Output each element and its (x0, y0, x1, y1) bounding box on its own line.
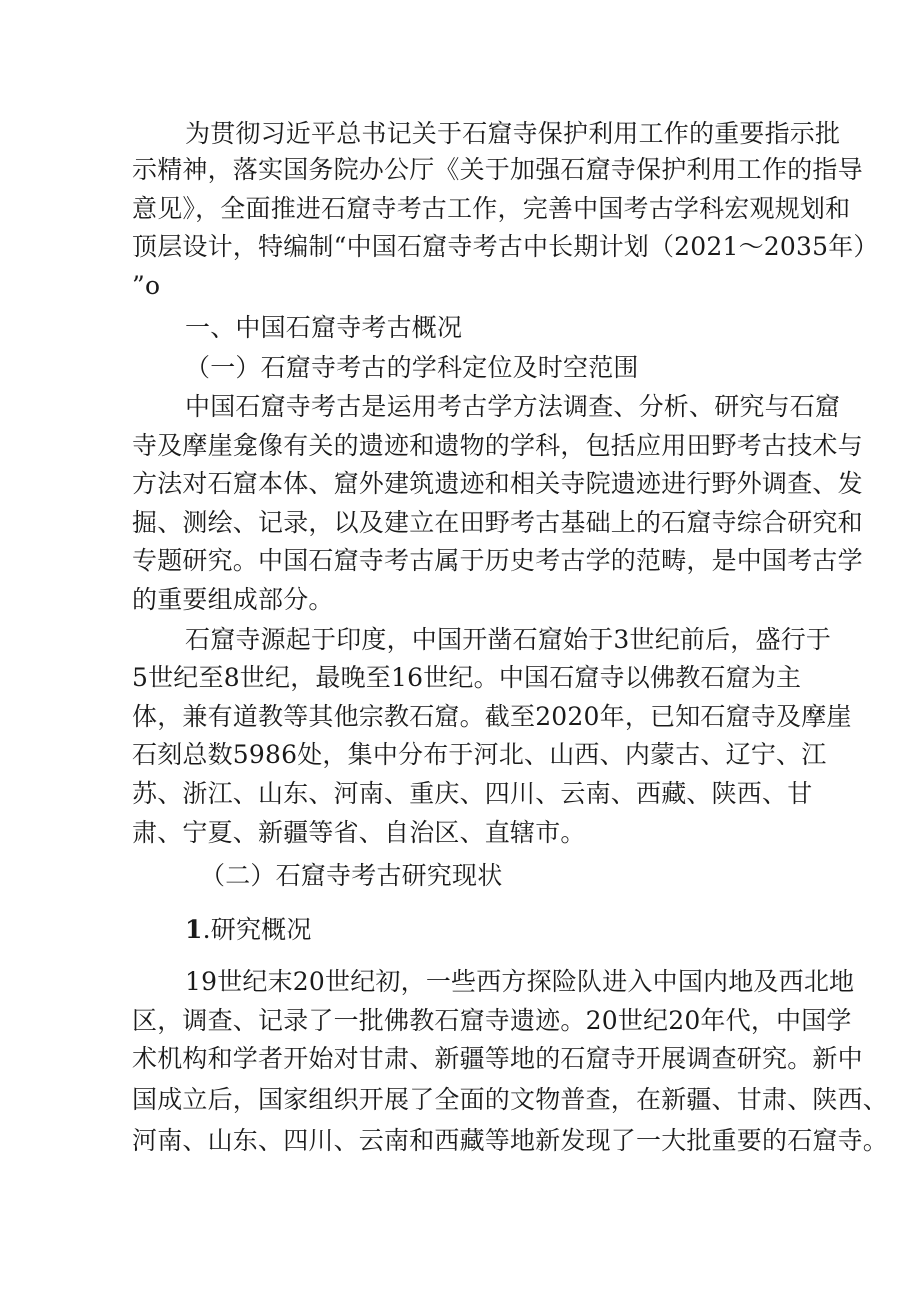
subsection-heading-2: （二）石窟寺考古研究现状 (200, 861, 503, 890)
section-heading: 一、中国石窟寺考古概况 (185, 313, 463, 342)
item-title: .研究概况 (202, 915, 312, 944)
intro-line-5: ”o (132, 271, 161, 300)
para-line: 中国石窟寺考古是运用考古学方法调查、分析、研究与石窟 (185, 392, 841, 421)
para-line: 方法对石窟本体、窟外建筑遗迹和相关寺院遗迹进行野外调查、发 (132, 469, 863, 498)
subsection-heading-1: （一）石窟寺考古的学科定位及时空范围 (185, 353, 639, 382)
intro-line-2: 示精神，落实国务院办公厅《关于加强石窟寺保护利用工作的指导 (132, 155, 863, 184)
intro-line-3: 意见》，全面推进石窟寺考古工作，完善中国考古学科宏观规划和 (132, 194, 851, 223)
para-line: 专题研究。中国石窟寺考古属于历史考古学的范畴，是中国考古学 (132, 546, 863, 575)
para-line: 区，调查、记录了一批佛教石窟寺遗迹。20世纪20年代，中国学 (132, 1006, 852, 1035)
item-heading (185, 912, 865, 948)
para-line: 体，兼有道教等其他宗教石窟。截至2020年，已知石窟寺及摩崖 (132, 702, 852, 731)
intro-line-4: 顶层设计，特编制“中国石窟寺考古中长期计划（2021～2035年） (132, 232, 879, 261)
para-line: 石窟寺源起于印度，中国开凿石窟始于3世纪前后，盛行于 (185, 625, 832, 654)
para-line: 国成立后，国家组织开展了全面的文物普查，在新疆、甘肃、陕西、 (132, 1085, 889, 1114)
para-line: 寺及摩崖龛像有关的遗迹和遗物的学科，包括应用田野考古技术与 (132, 431, 863, 460)
para-line: 术机构和学者开始对甘肃、新疆等地的石窟寺开展调查研究。新中 (132, 1044, 863, 1073)
para-line: 19世纪末20世纪初，一些西方探险队进入中国内地及西北地 (185, 967, 855, 996)
para-line: 的重要组成部分。 (132, 585, 334, 614)
para-line: 5世纪至8世纪，最晚至16世纪。中国石窟寺以佛教石窟为主 (132, 663, 802, 692)
para-line: 石刻总数5986处，集中分布于河北、山西、内蒙古、辽宁、江 (132, 740, 827, 769)
para-line: 河南、山东、四川、云南和西藏等地新发现了一大批重要的石窟寺。 (132, 1126, 889, 1155)
para-line: 苏、浙江、山东、河南、重庆、四川、云南、西藏、陕西、甘 (132, 779, 813, 808)
intro-line-1: 为贯彻习近平总书记关于石窟寺保护利用工作的重要指示批 (185, 119, 841, 148)
para-line: 掘、测绘、记录，以及建立在田野考古基础上的石窟寺综合研究和 (132, 508, 863, 537)
item-number: 1 (185, 915, 203, 944)
para-line: 肃、宁夏、新疆等省、自治区、直辖市。 (132, 818, 586, 847)
